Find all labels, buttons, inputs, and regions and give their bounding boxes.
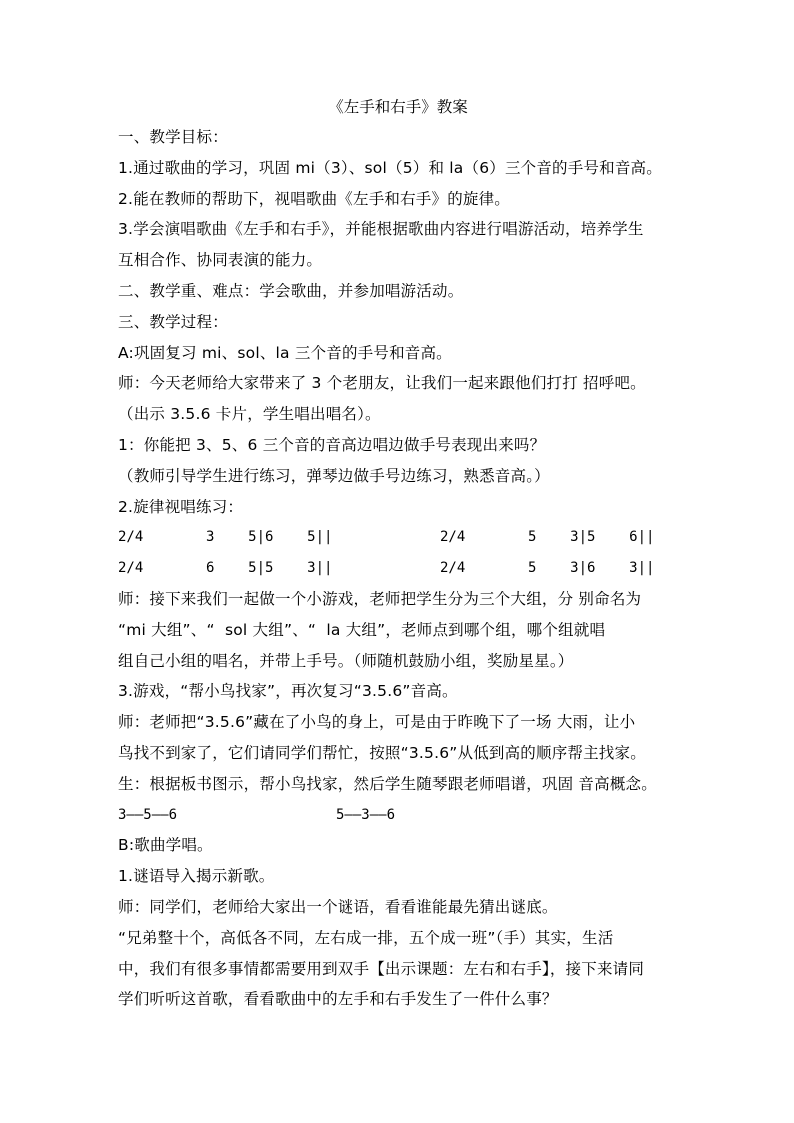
notes-group: 3 5|6 5|| bbox=[206, 529, 333, 546]
step-3-game: 3.游戏，“帮小鸟找家”，再次复习“3.5.6”音高。 bbox=[118, 682, 458, 701]
meter-label: 2/4 bbox=[118, 560, 144, 577]
heading-objectives: 一、教学目标： bbox=[118, 128, 228, 146]
step-a: A:巩固复习 mi、sol、la 三个音的手号和音高。 bbox=[118, 343, 452, 362]
heading-process: 三、教学过程： bbox=[118, 312, 228, 331]
meter-label: 2/4 bbox=[118, 529, 144, 546]
meter-label: 2/4 bbox=[440, 560, 466, 577]
riddle-intro: 师：同学们，老师给大家出一个谜语，看看谁能最先猜出谜底。 bbox=[118, 897, 558, 916]
bird-story-cont: 鸟找不到家了，它们请同学们帮忙，按照“3.5.6”从低到高的顺序帮主找家。 bbox=[118, 743, 646, 762]
objective-2: 2.能在教师的帮助下，视唱歌曲《左手和右手》的旋律。 bbox=[118, 189, 510, 208]
teacher-line-1: 师：今天老师给大家带来了 3 个老朋友，让我们一起来跟他们打打 招呼吧。 bbox=[118, 374, 646, 393]
riddle-text-cont: 中，我们有很多事情都需要用到双手【出示课题：左右和右手】，接下来请同 bbox=[118, 959, 645, 978]
question-1: 1：你能把 3、5、6 三个音的音高边唱边做手号表现出来吗？ bbox=[118, 435, 546, 454]
objective-1: 1.通过歌曲的学习，巩固 mi（3）、sol（5）和 la（6）三个音的手号和音高。 bbox=[118, 158, 662, 177]
practice-note: （教师引导学生进行练习，弹琴边做手号边练习，熟悉音高。） bbox=[118, 466, 550, 485]
game-intro: 师：接下来我们一起做一个小游戏，老师把学生分为三个大组，分 别命名为 bbox=[118, 589, 642, 608]
sequence-row bbox=[118, 800, 678, 831]
document-title: 《左手和右手》教案 bbox=[328, 98, 468, 116]
game-groups-cont: 组自己小组的唱名，并带上手号。（师随机鼓励小组，奖励星星。） bbox=[118, 651, 574, 670]
document-page bbox=[118, 92, 678, 1015]
melody-heading: 2.旋律视唱练习： bbox=[118, 497, 244, 516]
student-activity: 生：根据板书图示，帮小鸟找家，然后学生随琴跟老师唱谱，巩固 音高概念。 bbox=[118, 774, 657, 793]
sequence-mixed: 5——3——6 bbox=[336, 806, 396, 823]
notes-group: 5 3|5 6|| bbox=[528, 529, 655, 546]
heading-key-points: 二、教学重、难点：学会歌曲，并参加唱游活动。 bbox=[118, 281, 464, 300]
game-groups: “mi 大组”、“ sol 大组”、“ la 大组”，老师点到哪个组，哪个组就唱 bbox=[118, 620, 606, 639]
notes-group: 6 5|5 3|| bbox=[206, 560, 333, 577]
meter-label: 2/4 bbox=[440, 529, 466, 546]
notation-row bbox=[118, 522, 678, 553]
notation-row bbox=[118, 553, 678, 584]
riddle-text-end: 学们听听这首歌，看看歌曲中的左手和右手发生了一件什么事？ bbox=[118, 990, 558, 1009]
sequence-ascending: 3——5——6 bbox=[118, 806, 178, 823]
bird-story: 师：老师把“3.5.6”藏在了小鸟的身上，可是由于昨晚下了一场 大雨，让小 bbox=[118, 713, 636, 732]
notes-group: 5 3|6 3|| bbox=[528, 560, 655, 577]
card-note: （出示 3.5.6 卡片，学生唱出唱名）。 bbox=[118, 405, 381, 424]
step-b: B:歌曲学唱。 bbox=[118, 836, 213, 855]
riddle-heading: 1.谜语导入揭示新歌。 bbox=[118, 867, 275, 886]
objective-3-cont: 互相合作、协同表演的能力。 bbox=[118, 251, 323, 270]
riddle-text: “兄弟整十个，高低各不同，左右成一排，五个成一班”（手）其实，生活 bbox=[118, 928, 614, 947]
objective-3: 3.学会演唱歌曲《左手和右手》，并能根据歌曲内容进行唱游活动，培养学生 bbox=[118, 220, 644, 239]
